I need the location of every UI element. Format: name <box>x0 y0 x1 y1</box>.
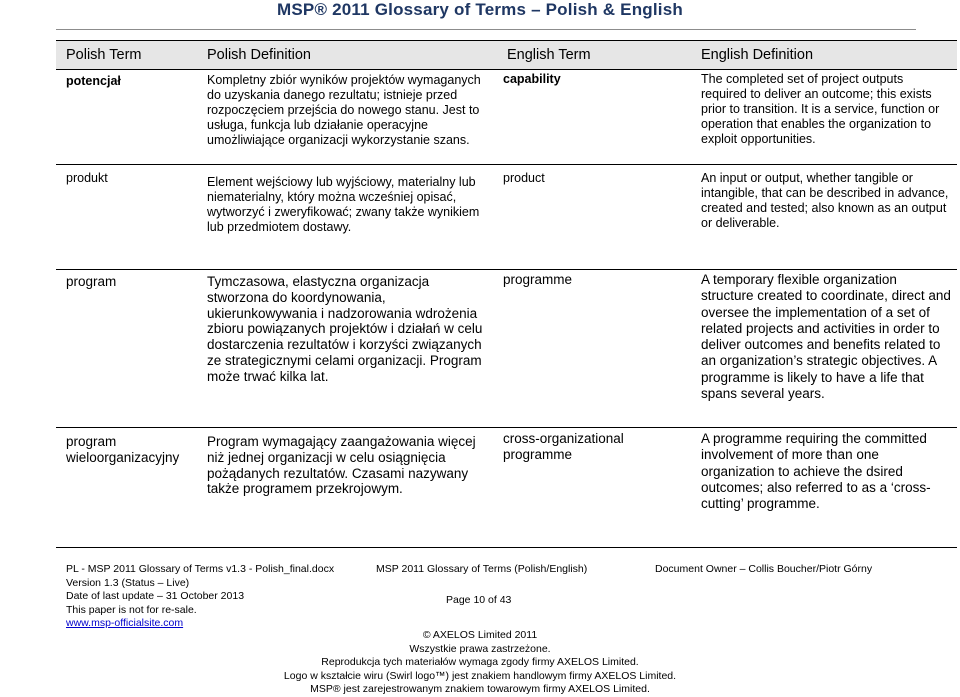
footer-version: Version 1.3 (Status – Live) <box>66 576 190 589</box>
polish-term: produkt <box>66 171 108 185</box>
table-row <box>56 70 957 165</box>
table-row <box>56 428 957 548</box>
registered-trademark-notice: MSP® jest zarejestrowanym znakiem towarowym firmy AXELOS Limited. <box>310 683 650 695</box>
header-polish-definition: Polish Definition <box>197 41 497 70</box>
polish-definition: Element wejściowy lub wyjściowy, materialny lub niematerialny, który można wcześniej opisać, wytworzyć i zweryfikować; zwany także wynikiem lub przedmiotem dostawy. <box>207 175 480 234</box>
trademark-notice: Logo w kształcie wiru (Swirl logo™) jest znakiem handlowym firmy AXELOS Limited. <box>283 669 677 682</box>
footer-document-owner: Document Owner – Collis Boucher/Piotr Górny <box>655 563 873 575</box>
polish-definition: Kompletny zbiór wyników projektów wymaganych do uzyskania danego rezultatu; istnieje przed rozpoczęciem przejścia do nowego stanu. Jest to usługa, funkcja lub działanie operacyjne umożliwiające organizacji wykorzystanie szans. <box>207 73 481 147</box>
english-term: product <box>503 171 545 185</box>
header-english-definition: English Definition <box>691 41 957 70</box>
glossary-table <box>56 40 957 548</box>
header-english-term: English Term <box>497 41 691 70</box>
polish-term: potencjał <box>66 74 121 88</box>
english-term: programme <box>503 272 573 287</box>
footer-filename: PL - MSP 2011 Glossary of Terms v1.3 - Polish_final.docx <box>66 563 335 575</box>
footer-resale-note: This paper is not for re-sale. <box>66 603 197 616</box>
footer-document-info <box>66 563 334 631</box>
page-title: MSP® 2011 Glossary of Terms – Polish & English <box>277 0 683 19</box>
english-definition: A programme requiring the committed involvement of more than one organization to achieve the dsired outcomes; also referred to as a ‘cross-cutting’ programme. <box>701 431 931 512</box>
table-header-row <box>56 41 957 70</box>
reproduction-notice: Reprodukcja tych materiałów wymaga zgody firmy AXELOS Limited. <box>321 656 639 668</box>
english-definition: A temporary flexible organization structure created to coordinate, direct and oversee the implementation of a set of related projects and activities in order to deliver outcomes and benefits related to an organization’s strategic objectives. A programme is likely to have a life that spans several years. <box>701 272 951 402</box>
copyright-notice: © AXELOS Limited 2011 <box>422 629 538 641</box>
english-definition: The completed set of project outputs required to deliver an outcome; this exists prior to transition. It is a service, function or operation that enables the organization to exploit opportunities. <box>701 72 940 146</box>
english-term: cross-organizational programme <box>503 431 624 462</box>
polish-definition: Program wymagający zaangażowania więcej niż jednej organizacji w celu osiągnięcia pożądanych rezultatów. Czasami nazywany także programem przekrojowym. <box>207 434 476 497</box>
polish-term: program wieloorganizacyjny <box>66 434 180 465</box>
footer-page-number: Page 10 of 43 <box>446 594 512 606</box>
footer-website-link[interactable]: www.msp-officialsite.com <box>66 617 184 629</box>
header-polish-term: Polish Term <box>56 41 197 70</box>
table-row <box>56 270 957 428</box>
footer-document-title: MSP 2011 Glossary of Terms (Polish/English) <box>376 563 588 575</box>
footer-copyright <box>0 629 960 697</box>
polish-term: program <box>66 274 117 289</box>
table-row <box>56 165 957 270</box>
rights-reserved: Wszystkie prawa zastrzeżone. <box>409 642 551 655</box>
footer-last-update: Date of last update – 31 October 2013 <box>66 590 245 602</box>
english-definition: An input or output, whether tangible or intangible, that can be described in advance, created and tested; also known as an output or deliverable. <box>701 171 949 230</box>
title-divider <box>56 29 916 30</box>
english-term: capability <box>503 72 561 86</box>
polish-definition: Tymczasowa, elastyczna organizacja stworzona do koordynowania, ukierunkowywania i nadzorowania wdrożenia zbioru powiązanych projektów i działań w celu dostarczenia rezultatów i korzyści związanych ze strategicznymi celami organizacji. Program może trwać kilka lat. <box>207 274 483 384</box>
